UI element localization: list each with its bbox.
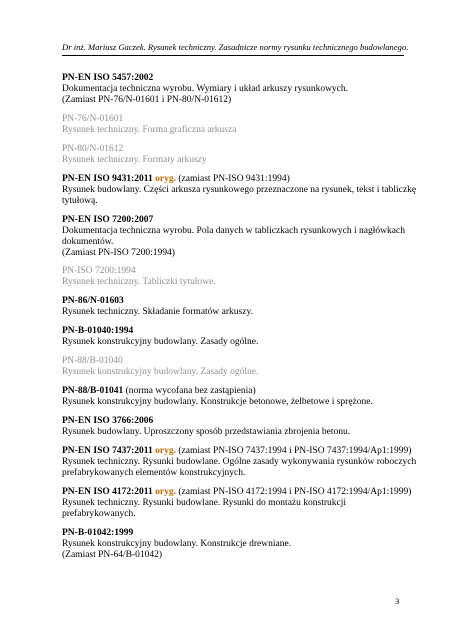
standard-description: Dokumentacja techniczna wyrobu. Pola danych w tabliczkach rysunkowych i nagłówkach	[62, 225, 405, 236]
standard-entry	[62, 445, 417, 479]
original-version-tag: oryg.	[155, 486, 177, 497]
standard-code: PN-88/B-01041	[62, 386, 124, 397]
standard-title-line	[62, 174, 412, 185]
standard-title-line	[62, 215, 412, 226]
replacement-note: (zamiast PN-ISO 9431:1994)	[176, 173, 290, 184]
standard-title-line	[62, 266, 412, 277]
standard-code: PN-88/B-01040	[62, 356, 123, 367]
standard-entry	[62, 528, 412, 561]
standard-code: PN-EN ISO 7437:2011	[62, 445, 153, 456]
standard-title-line	[62, 487, 412, 498]
standard-description: Rysunek konstrukcyjny budowlany. Konstrukcje betonowe, żelbetowe i sprężone.	[62, 397, 373, 408]
withdrawn-standard-entry	[62, 266, 412, 288]
standard-title-line	[62, 386, 412, 397]
standard-description: tytułową.	[62, 195, 98, 206]
header-rule	[62, 55, 404, 56]
standard-description: Rysunek budowlany. Części arkusza rysunkowego przeznaczone na rysunek, tekst i tabliczkę	[62, 184, 417, 195]
standard-title-line	[62, 114, 412, 125]
standard-description: Rysunek techniczny. Forma graficzna arkusza	[62, 124, 237, 135]
standard-code: PN-B-01040:1994	[62, 326, 134, 337]
standard-code: PN-76/N-01601	[62, 113, 124, 124]
standard-code: PN-EN ISO 4172:2011	[62, 486, 153, 497]
standard-title-line	[62, 296, 412, 307]
original-version-tag: oryg.	[155, 173, 177, 184]
standard-entry	[62, 296, 412, 318]
standard-description: prefabrykowanych.	[62, 508, 136, 519]
standard-description: Dokumentacja techniczna wyrobu. Wymiary i układ arkuszy rysunkowych.	[62, 84, 349, 94]
standard-description: dokumentów.	[62, 236, 114, 247]
standard-code: PN-EN ISO 9431:2011	[62, 173, 153, 184]
standard-title-line	[62, 356, 412, 367]
standard-code: PN-EN ISO 7200:2007	[62, 214, 154, 225]
standard-code: PN-ISO 7200:1994	[62, 266, 136, 277]
standard-title-line	[62, 528, 412, 539]
standard-entry	[62, 487, 412, 520]
standard-description: prefabrykowanych elementów konstrukcyjnych.	[62, 467, 246, 478]
standard-description: Rysunek techniczny. Rysunki budowlane. Ogólne zasady wykonywania rysunków roboczych	[62, 456, 417, 467]
standard-description: Rysunek techniczny. Tabliczki tytułowe.	[62, 277, 216, 288]
standard-entry	[62, 386, 412, 408]
standard-code: PN-80/N-01612	[62, 143, 124, 154]
standard-description: Rysunek konstrukcyjny budowlany. Konstrukcje drewniane.	[62, 538, 292, 549]
page-number: 3	[395, 596, 400, 606]
standard-description: (Zamiast PN-64/B-01042)	[62, 549, 163, 560]
standard-description: Rysunek konstrukcyjny budowlany. Zasady ogólne.	[62, 337, 259, 348]
standard-description: (Zamiast PN-ISO 7200:1994)	[62, 247, 175, 258]
standard-description: Rysunek techniczny. Składanie formatów arkuszy.	[62, 307, 253, 318]
withdrawn-standard-entry	[62, 114, 412, 136]
withdrawn-standard-entry	[62, 356, 412, 378]
standard-code: PN-B-01042:1999	[62, 527, 134, 538]
standard-entry	[62, 326, 412, 348]
standard-code: PN-EN ISO 5457:2002	[62, 73, 154, 83]
standard-entry	[62, 215, 412, 259]
page-header: Dr inż. Mariusz Gaczek. Rysunek techniczny. Zasadnicze normy rysunku technicznego budowlanego.	[62, 42, 409, 52]
standard-title-line	[62, 446, 412, 457]
standard-title-line	[62, 144, 412, 155]
replacement-note: (zamiast PN-ISO 4172:1994 i PN-ISO 4172:1994/Ap1:1999)	[176, 486, 412, 497]
standard-description: (Zamiast PN-76/N-01601 i PN-80/N-01612)	[62, 95, 232, 105]
standard-description: Rysunek techniczny. Rysunki budowlane. Rysunki do montażu konstrukcji	[62, 497, 346, 508]
withdrawn-standard-entry	[62, 144, 412, 166]
replacement-note: (norma wycofana bez zastąpienia)	[123, 386, 256, 397]
standard-code: PN-EN ISO 3766:2006	[62, 415, 154, 426]
replacement-note: (zamiast PN-ISO 7437:1994 i PN-ISO 7437:1994/Ap1:1999)	[176, 445, 412, 456]
standard-title-line	[62, 416, 412, 427]
standard-entry	[62, 416, 412, 438]
standard-code: PN-86/N-01603	[62, 296, 124, 307]
standard-description: Rysunek budowlany. Uproszczony sposób przedstawiania zbrojenia betonu.	[62, 426, 351, 437]
standard-entry	[62, 173, 417, 207]
standard-entry	[62, 73, 412, 106]
standard-description: Rysunek techniczny. Formaty arkuszy	[62, 154, 207, 165]
standards-list	[62, 73, 417, 568]
standard-title-line	[62, 73, 412, 84]
original-version-tag: oryg.	[155, 445, 177, 456]
standard-description: Rysunek konstrukcyjny budowlany. Zasady ogólne.	[62, 367, 259, 378]
standard-title-line	[62, 326, 412, 337]
